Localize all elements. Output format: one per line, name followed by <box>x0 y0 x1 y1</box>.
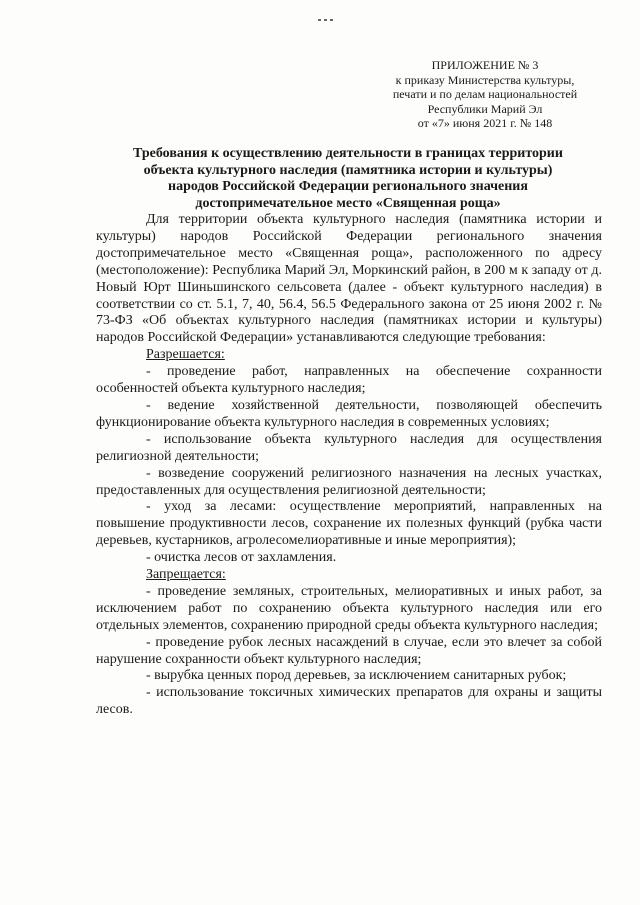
allowed-item: - проведение работ, направленных на обеспечение сохранности особенностей объекта культурного наследия; <box>96 364 602 397</box>
allowed-item: - ведение хозяйственной деятельности, позволяющей обеспечить функционирование объекта культурного наследия в современных условиях; <box>96 397 602 430</box>
forbidden-item: - проведение земляных, строительных, мелиоративных и иных работ, за исключением работ по сохранению объекта культурного наследия или его отдельных элементов, сохранению природной среды объекта культурного наследия; <box>96 583 602 633</box>
scan-mark <box>318 8 338 11</box>
allowed-heading-line <box>96 347 602 364</box>
title-line-3: народов Российской Федерации регионального значения <box>168 179 528 194</box>
title-line-1: Требования к осуществлению деятельности в границах территории <box>133 146 563 161</box>
allowed-item: - использование объекта культурного наследия для осуществления религиозной деятельности; <box>96 431 602 464</box>
forbidden-heading: Запрещается: <box>146 567 226 583</box>
allowed-item: - уход за лесами: осуществление мероприятий, направленных на повышение продуктивности лесов, сохранение их полезных функций (рубка части деревьев, кустарников, агролесомелиоративные и иные мероприятия); <box>96 499 602 549</box>
title-line-2: объекта культурного наследия (памятника истории и культуры) <box>143 162 553 178</box>
header-line-ministry: печати и по делам национальностей <box>392 87 578 101</box>
intro-paragraph: Для территории объекта культурного наследия (памятника истории и культуры) народов Российской Федерации регионального значения достопримечательное место «Священная роща», расположенного по адресу (местоположение): Республика Марий Эл, Моркинский район, в 200 м к западу от д. Новый Юрт Шиньшинского сельсовета (далее - объект культурного наследия) в соответствии со ст. 5.1, 7, 40, 56.4, 56.5 Федерального закона от 25 июня 2002 г. № 73-ФЗ «Об объектах культурного наследия (памятниках истории и культуры) народов Российской Федерации» устанавливаются следующие требования: <box>96 212 602 346</box>
allowed-heading: Разрешается: <box>146 347 225 363</box>
forbidden-heading-line <box>96 567 602 584</box>
title-line-4: достопримечательное место «Священная роща» <box>195 195 501 211</box>
appendix-header <box>360 58 610 131</box>
document-body <box>96 212 602 719</box>
forbidden-item: - проведение рубок лесных насаждений в случае, если это влечет за собой нарушение сохранности объект культурного наследия; <box>96 634 602 667</box>
forbidden-item: - использование токсичных химических препаратов для охраны и защиты лесов. <box>96 685 602 718</box>
document-title <box>100 146 596 212</box>
header-line-republic: Республики Марий Эл <box>427 101 543 116</box>
allowed-item: - очистка лесов от захламления. <box>146 550 337 566</box>
header-line-order: к приказу Министерства культуры, <box>395 72 575 87</box>
header-line-date: от «7» июня 2021 г. № 148 <box>417 116 553 130</box>
allowed-item: - возведение сооружений религиозного назначения на лесных участках, предоставленных для осуществления религиозной деятельности; <box>96 465 602 498</box>
header-line-appendix: ПРИЛОЖЕНИЕ № 3 <box>431 58 539 72</box>
forbidden-item: - вырубка ценных пород деревьев, за исключением санитарных рубок; <box>146 668 567 684</box>
